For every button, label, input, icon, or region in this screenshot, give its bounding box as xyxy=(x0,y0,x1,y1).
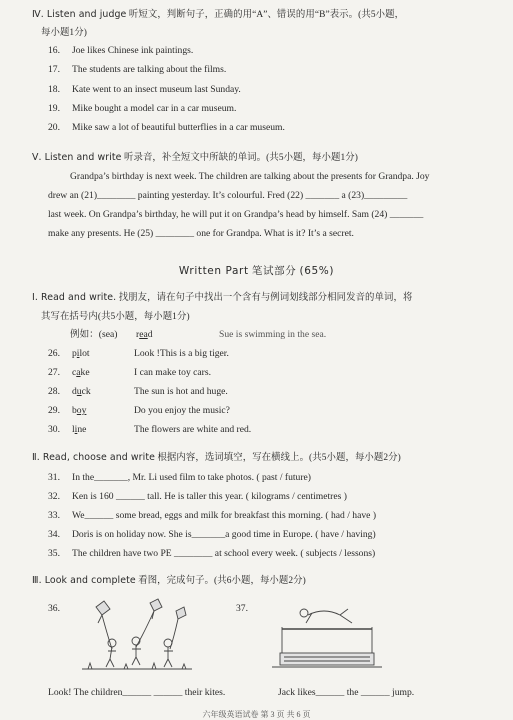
example-word-post: d xyxy=(147,329,153,340)
section-5-para-line-3: last week. On Grandpa’s birthday, he will put it on Grandpa’s head by himself. Sam (24) _______ xyxy=(48,209,424,220)
item-word-underlined: i xyxy=(74,424,78,435)
section-4-header xyxy=(32,9,404,21)
item-word-pre: c xyxy=(72,367,77,378)
example-word-pre: r xyxy=(136,329,140,340)
section-4-header-instruction: 听短文，判断句子，正确的用“A”、错误的用“B”表示。(共5小题， xyxy=(128,10,405,20)
part-1-header-continued: 其写在括号内(共5小题，每小题1分) xyxy=(41,312,190,322)
item-word-post: lot xyxy=(79,348,90,359)
part-1-item-sentence: The sun is hot and huge. xyxy=(134,386,228,397)
written-part-percent: (65%) xyxy=(299,265,335,277)
part-1-item-number: 29. xyxy=(48,405,60,416)
written-part-title-cn: 笔试部分 xyxy=(251,266,297,277)
part-2-item-number: 34. xyxy=(48,529,60,540)
part-2-header-prefix: Ⅱ. Read, choose and write xyxy=(32,452,155,463)
section-5-para-line-1: Grandpa’s birthday is next week. The children are talking about the presents for Grandpa. Joy xyxy=(70,171,430,182)
part-1-item-word xyxy=(72,348,90,359)
part-1-example-label: 例如：(sea) xyxy=(70,329,118,340)
part-1-example-word xyxy=(136,329,153,341)
written-part-title-en: Written Part xyxy=(178,265,249,277)
section-5-header-instruction: 听录音，补全短文中所缺的单词。(共5小题，每小题1分) xyxy=(124,153,358,163)
part-3-header-prefix: Ⅲ. Look and complete xyxy=(32,575,136,586)
section-5-header xyxy=(32,152,358,164)
example-word-underlined: ea xyxy=(139,329,148,340)
written-part-title xyxy=(0,263,513,278)
part-1-item-number: 28. xyxy=(48,386,60,397)
part-2-item-number: 31. xyxy=(48,472,60,483)
part-1-item-sentence: I can make toy cars. xyxy=(134,367,211,378)
part-3-header xyxy=(32,575,306,587)
question-36-text: Look! The children______ ______ their kites. xyxy=(48,687,226,698)
part-1-item-number: 27. xyxy=(48,367,60,378)
high-jump-picture xyxy=(268,597,386,671)
section-5-header-prefix: Ⅴ. Listen and write xyxy=(32,152,122,163)
page-footer: 六年级英语试卷 第 3 页 共 6 页 xyxy=(202,710,311,719)
section-5-para-line-4: make any presents. He (25) ________ one for Grandpa. What is it? It’s a secret. xyxy=(48,228,354,239)
part-2-item-number: 35. xyxy=(48,548,60,559)
part-2-item-text: Doris is on holiday now. She is_______a good time in Europe. ( have / having) xyxy=(72,529,376,540)
part-1-item-sentence: The flowers are white and red. xyxy=(134,424,252,435)
part-1-item-word xyxy=(72,367,90,378)
section-4-item-text: Mike bought a model car in a car museum. xyxy=(72,103,237,114)
item-word-pre: b xyxy=(72,405,77,416)
part-2-item-text: Ken is 160 ______ tall. He is taller this year. ( kilograms / centimetres ) xyxy=(72,491,347,502)
part-1-item-sentence: Do you enjoy the music? xyxy=(134,405,230,416)
part-1-item-sentence: Look !This is a big tiger. xyxy=(134,348,229,359)
part-2-item-number: 32. xyxy=(48,491,60,502)
part-1-example-sentence: Sue is swimming in the sea. xyxy=(219,329,327,340)
item-word-underlined: u xyxy=(76,386,82,397)
item-word-post: ke xyxy=(80,367,90,378)
section-4-item-number: 20. xyxy=(48,122,60,133)
part-1-item-number: 26. xyxy=(48,348,60,359)
section-4-item-text: Kate went to an insect museum last Sunday. xyxy=(72,84,241,95)
section-4-item-number: 17. xyxy=(48,64,60,75)
item-word-underlined: oy xyxy=(76,405,87,416)
item-word-post: ne xyxy=(77,424,87,435)
part-1-header xyxy=(32,292,412,304)
section-5-para-line-2: drew an (21)________ painting yesterday. It’s colourful. Fred (22) _______ a (23)_________ xyxy=(48,190,408,201)
part-2-header-instruction: 根据内容，选词填空，写在横线上。(共5小题，每小题2分) xyxy=(157,453,401,463)
part-1-header-prefix: Ⅰ. Read and write. xyxy=(32,292,117,303)
part-2-item-text: We______ some bread, eggs and milk for breakfast this morning. ( had / have ) xyxy=(72,510,377,521)
item-word-pre: d xyxy=(72,386,77,397)
part-1-item-word xyxy=(72,405,86,416)
part-1-item-word xyxy=(72,386,91,397)
section-4-item-number: 19. xyxy=(48,103,60,114)
part-1-header-instruction: 找朋友，请在句子中找出一个含有与例词划线部分相同发音的单词，将 xyxy=(118,293,413,303)
section-4-item-number: 16. xyxy=(48,45,60,56)
part-2-item-number: 33. xyxy=(48,510,60,521)
part-1-item-number: 30. xyxy=(48,424,60,435)
item-word-underlined: i xyxy=(76,348,80,359)
section-4-item-number: 18. xyxy=(48,84,60,95)
item-word-pre: l xyxy=(72,424,75,435)
section-4-item-text: Joe likes Chinese ink paintings. xyxy=(72,45,194,56)
part-2-item-text: The children have two PE ________ at school every week. ( subjects / lessons) xyxy=(72,548,376,559)
item-word-underlined: a xyxy=(76,367,81,378)
section-4-item-text: The students are talking about the films. xyxy=(72,64,227,75)
section-4-header-continued: 每小题1分) xyxy=(41,28,87,38)
section-4-item-text: Mike saw a lot of beautiful butterflies in a car museum. xyxy=(72,122,285,133)
part-2-header xyxy=(32,452,401,464)
question-37-number: 37. xyxy=(236,603,248,614)
part-3-header-instruction: 看图，完成句子。(共6小题，每小题2分) xyxy=(138,576,306,586)
question-37-text: Jack likes______ the ______ jump. xyxy=(278,687,415,698)
part-1-item-word xyxy=(72,424,86,435)
question-36-number: 36. xyxy=(48,603,60,614)
part-2-item-text: In the_______, Mr. Li used film to take photos. ( past / future) xyxy=(72,472,312,483)
section-4-header-prefix: Ⅳ. Listen and judge xyxy=(32,9,127,20)
item-word-post: ck xyxy=(81,386,91,397)
item-word-pre: p xyxy=(72,348,77,359)
kite-flying-picture xyxy=(78,597,196,671)
